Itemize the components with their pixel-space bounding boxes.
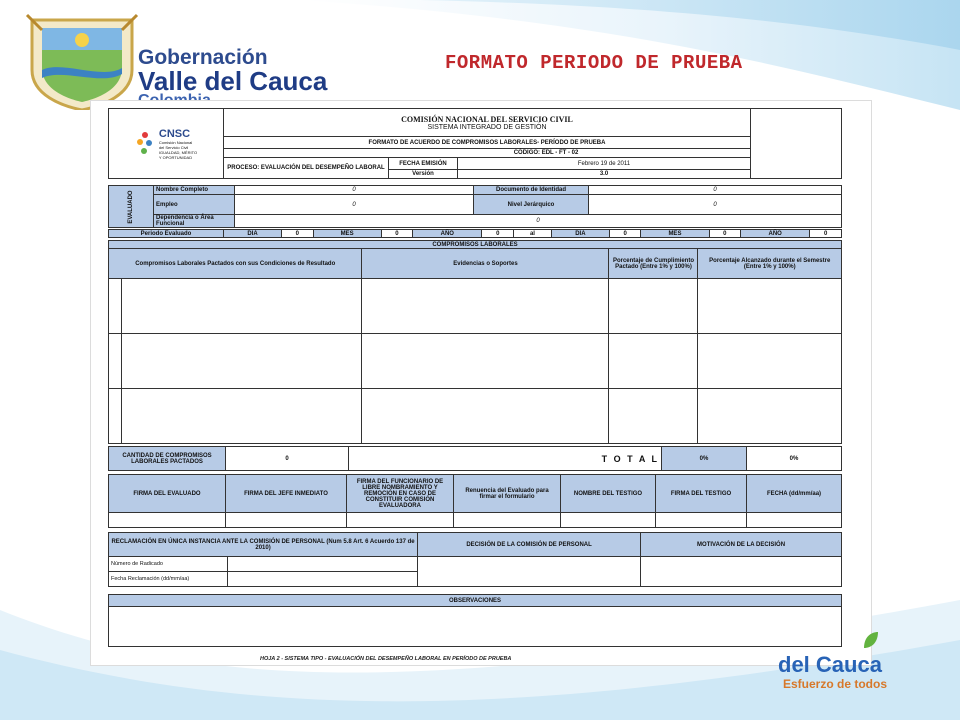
compromiso-row-2-pct-pactado[interactable] (609, 334, 698, 389)
periodo-mes-1: MES (313, 230, 381, 238)
cnsc-sub3: IGUALDAD, MÉRITO (158, 149, 198, 155)
format-code: CÓDIGO: EDL - FT - 02 (224, 149, 751, 158)
periodo-mes-2-value: 0 (709, 230, 741, 238)
header-blank-cell (751, 109, 842, 179)
motivacion-label: MOTIVACIÓN DE LA DECISIÓN (641, 533, 842, 557)
total-pct-alcanzado: 0% (747, 447, 842, 471)
form-header-table (108, 108, 842, 179)
decision-label: DECISIÓN DE LA COMISIÓN DE PERSONAL (418, 533, 641, 557)
periodo-dia-2: DIA (551, 230, 609, 238)
compromiso-row-3-evidence[interactable] (362, 389, 609, 444)
form-footer: HOJA 2 - SISTEMA TIPO - EVALUACIÓN DEL DESEMPEÑO LABORAL EN PERÍODO DE PRUEBA (260, 656, 512, 662)
compromisos-col4: Porcentaje Alcanzado durante el Semestre (Entre 1% y 100%) (698, 249, 842, 279)
header-system: SISTEMA INTEGRADO DE GESTIÓN (427, 123, 547, 131)
testigo-firma-field[interactable] (656, 513, 747, 528)
firmas-table (108, 474, 842, 528)
nombre-value: 0 (235, 186, 474, 195)
testigo-nombre: NOMBRE DEL TESTIGO (561, 475, 656, 513)
fecha-firma: FECHA (dd/mm/aa) (747, 475, 842, 513)
format-title: FORMATO DE ACUERDO DE COMPROMISOS LABORALES- PERÍODO DE PRUEBA (224, 137, 751, 149)
renuencia-field[interactable] (454, 513, 561, 528)
evaluado-side-cell (109, 186, 154, 228)
firma-jefe: FIRMA DEL JEFE INMEDIATO (226, 475, 347, 513)
periodo-dia-2-value: 0 (609, 230, 641, 238)
firma-funcionario-field[interactable] (347, 513, 454, 528)
cantidad-label: CANTIDAD DE COMPROMISOS LABORALES PACTADOS (109, 447, 226, 471)
compromiso-row-3-text[interactable] (122, 389, 362, 444)
emission-value: Febrero 19 de 2011 (458, 158, 751, 170)
reclamacion-table (108, 532, 842, 587)
compromisos-col1: Compromisos Laborales Pactados con sus Condiciones de Resultado (109, 249, 362, 279)
nivel-label: Nivel Jerárquico (474, 195, 589, 215)
fecha-reclamacion-field[interactable] (228, 572, 418, 587)
fecha-firma-field[interactable] (747, 513, 842, 528)
periodo-label: Periodo Evaluado (109, 230, 224, 238)
emission-label: FECHA EMISIÓN (389, 158, 458, 170)
compromiso-row-2-marker (109, 334, 122, 389)
slogan-line1: del Cauca (778, 652, 882, 677)
periodo-ano-1: AÑO (413, 230, 482, 238)
observaciones-field[interactable] (109, 607, 842, 647)
compromiso-row-2-text[interactable] (122, 334, 362, 389)
compromiso-row-3-marker (109, 389, 122, 444)
periodo-dia-1: DIA (224, 230, 282, 238)
cnsc-name: CNSC (158, 127, 191, 140)
radicado-label: Número de Radicado (109, 557, 228, 572)
slide-title: FORMATO PERIODO DE PRUEBA (445, 52, 743, 74)
cnsc-logo-cell (109, 109, 224, 179)
periodo-ano-2-value: 0 (810, 230, 842, 238)
periodo-ano-2: AÑO (741, 230, 810, 238)
compromiso-row-2-evidence[interactable] (362, 334, 609, 389)
total-label: T O T A L (349, 447, 662, 471)
radicado-field[interactable] (228, 557, 418, 572)
doc-value: 0 (589, 186, 842, 195)
cnsc-sub2: del Servicio Civil (158, 144, 189, 150)
compromiso-row-1-text[interactable] (122, 279, 362, 334)
dependencia-label: Dependencia o Área Funcional (154, 215, 235, 228)
compromiso-row-3-pct-alcanzado[interactable] (698, 389, 842, 444)
firma-evaluado: FIRMA DEL EVALUADO (109, 475, 226, 513)
firma-funcionario: FIRMA DEL FUNCIONARIO DE LIBRE NOMBRAMIENTO Y REMOCIÓN EN CASO DE CONSTITUIR COMISIÓN EVALUADORA (347, 475, 454, 513)
periodo-ano-1-value: 0 (482, 230, 514, 238)
compromisos-col3: Porcentaje de Cumplimiento Pactado (Entre 1% y 100%) (609, 249, 698, 279)
gov-name-line1: Gobernación (138, 46, 268, 69)
slogan-line2: Esfuerzo de todos (783, 677, 888, 691)
evaluado-table (108, 185, 842, 228)
renuencia: Renuencia del Evaluado para firmar el formulario (454, 475, 561, 513)
doc-label: Documento de Identidad (474, 186, 589, 195)
nivel-value: 0 (589, 195, 842, 215)
compromiso-row-3-pct-pactado[interactable] (609, 389, 698, 444)
compromisos-table (108, 240, 842, 444)
process-label: PROCESO: EVALUACIÓN DEL DESEMPEÑO LABORAL (224, 158, 389, 179)
version-value: 3.0 (458, 170, 751, 179)
evaluado-side-label: EVALUADO (128, 189, 134, 224)
testigo-firma: FIRMA DEL TESTIGO (656, 475, 747, 513)
empleo-label: Empleo (154, 195, 235, 215)
compromiso-row-1-evidence[interactable] (362, 279, 609, 334)
cnsc-sub4: Y OPORTUNIDAD (158, 154, 193, 160)
observaciones-label: OBSERVACIONES (109, 595, 842, 607)
testigo-nombre-field[interactable] (561, 513, 656, 528)
periodo-dia-1-value: 0 (282, 230, 314, 238)
decision-field[interactable] (418, 557, 641, 587)
slogan-logo-icon (860, 630, 882, 652)
periodo-mes-2: MES (641, 230, 709, 238)
firma-jefe-field[interactable] (226, 513, 347, 528)
reclamacion-title: RECLAMACIÓN EN ÚNICA INSTANCIA ANTE LA COMISIÓN DE PERSONAL (Num 5.8 Art. 6 Acuerdo 137 de 2010) (109, 533, 418, 557)
compromisos-col2: Evidencias o Soportes (362, 249, 609, 279)
nombre-label: Nombre Completo (154, 186, 235, 195)
periodo-table (108, 229, 842, 238)
compromiso-row-1-pct-alcanzado[interactable] (698, 279, 842, 334)
total-table (108, 446, 842, 471)
total-pct-pactado: 0% (662, 447, 747, 471)
empleo-value: 0 (235, 195, 474, 215)
firma-evaluado-field[interactable] (109, 513, 226, 528)
version-label: Versión (389, 170, 458, 179)
cnsc-logo-icon (135, 130, 155, 158)
periodo-al: al (514, 230, 552, 238)
gov-name-line2: Valle del Cauca (138, 66, 328, 96)
compromiso-row-1-pct-pactado[interactable] (609, 279, 698, 334)
dependencia-value: 0 (235, 215, 842, 228)
cantidad-value: 0 (226, 447, 349, 471)
observaciones-table (108, 594, 842, 647)
motivacion-field[interactable] (641, 557, 842, 587)
cnsc-sub1: Comisión Nacional (158, 139, 193, 145)
periodo-mes-1-value: 0 (381, 230, 413, 238)
compromiso-row-2-pct-alcanzado[interactable] (698, 334, 842, 389)
compromisos-section: COMPROMISOS LABORALES (109, 241, 842, 249)
fecha-reclamacion-label: Fecha Reclamación (dd/mm/aa) (109, 572, 228, 587)
compromiso-row-1-marker (109, 279, 122, 334)
header-org-cell (224, 109, 751, 137)
header-org: COMISIÓN NACIONAL DEL SERVICIO CIVIL (401, 114, 573, 124)
